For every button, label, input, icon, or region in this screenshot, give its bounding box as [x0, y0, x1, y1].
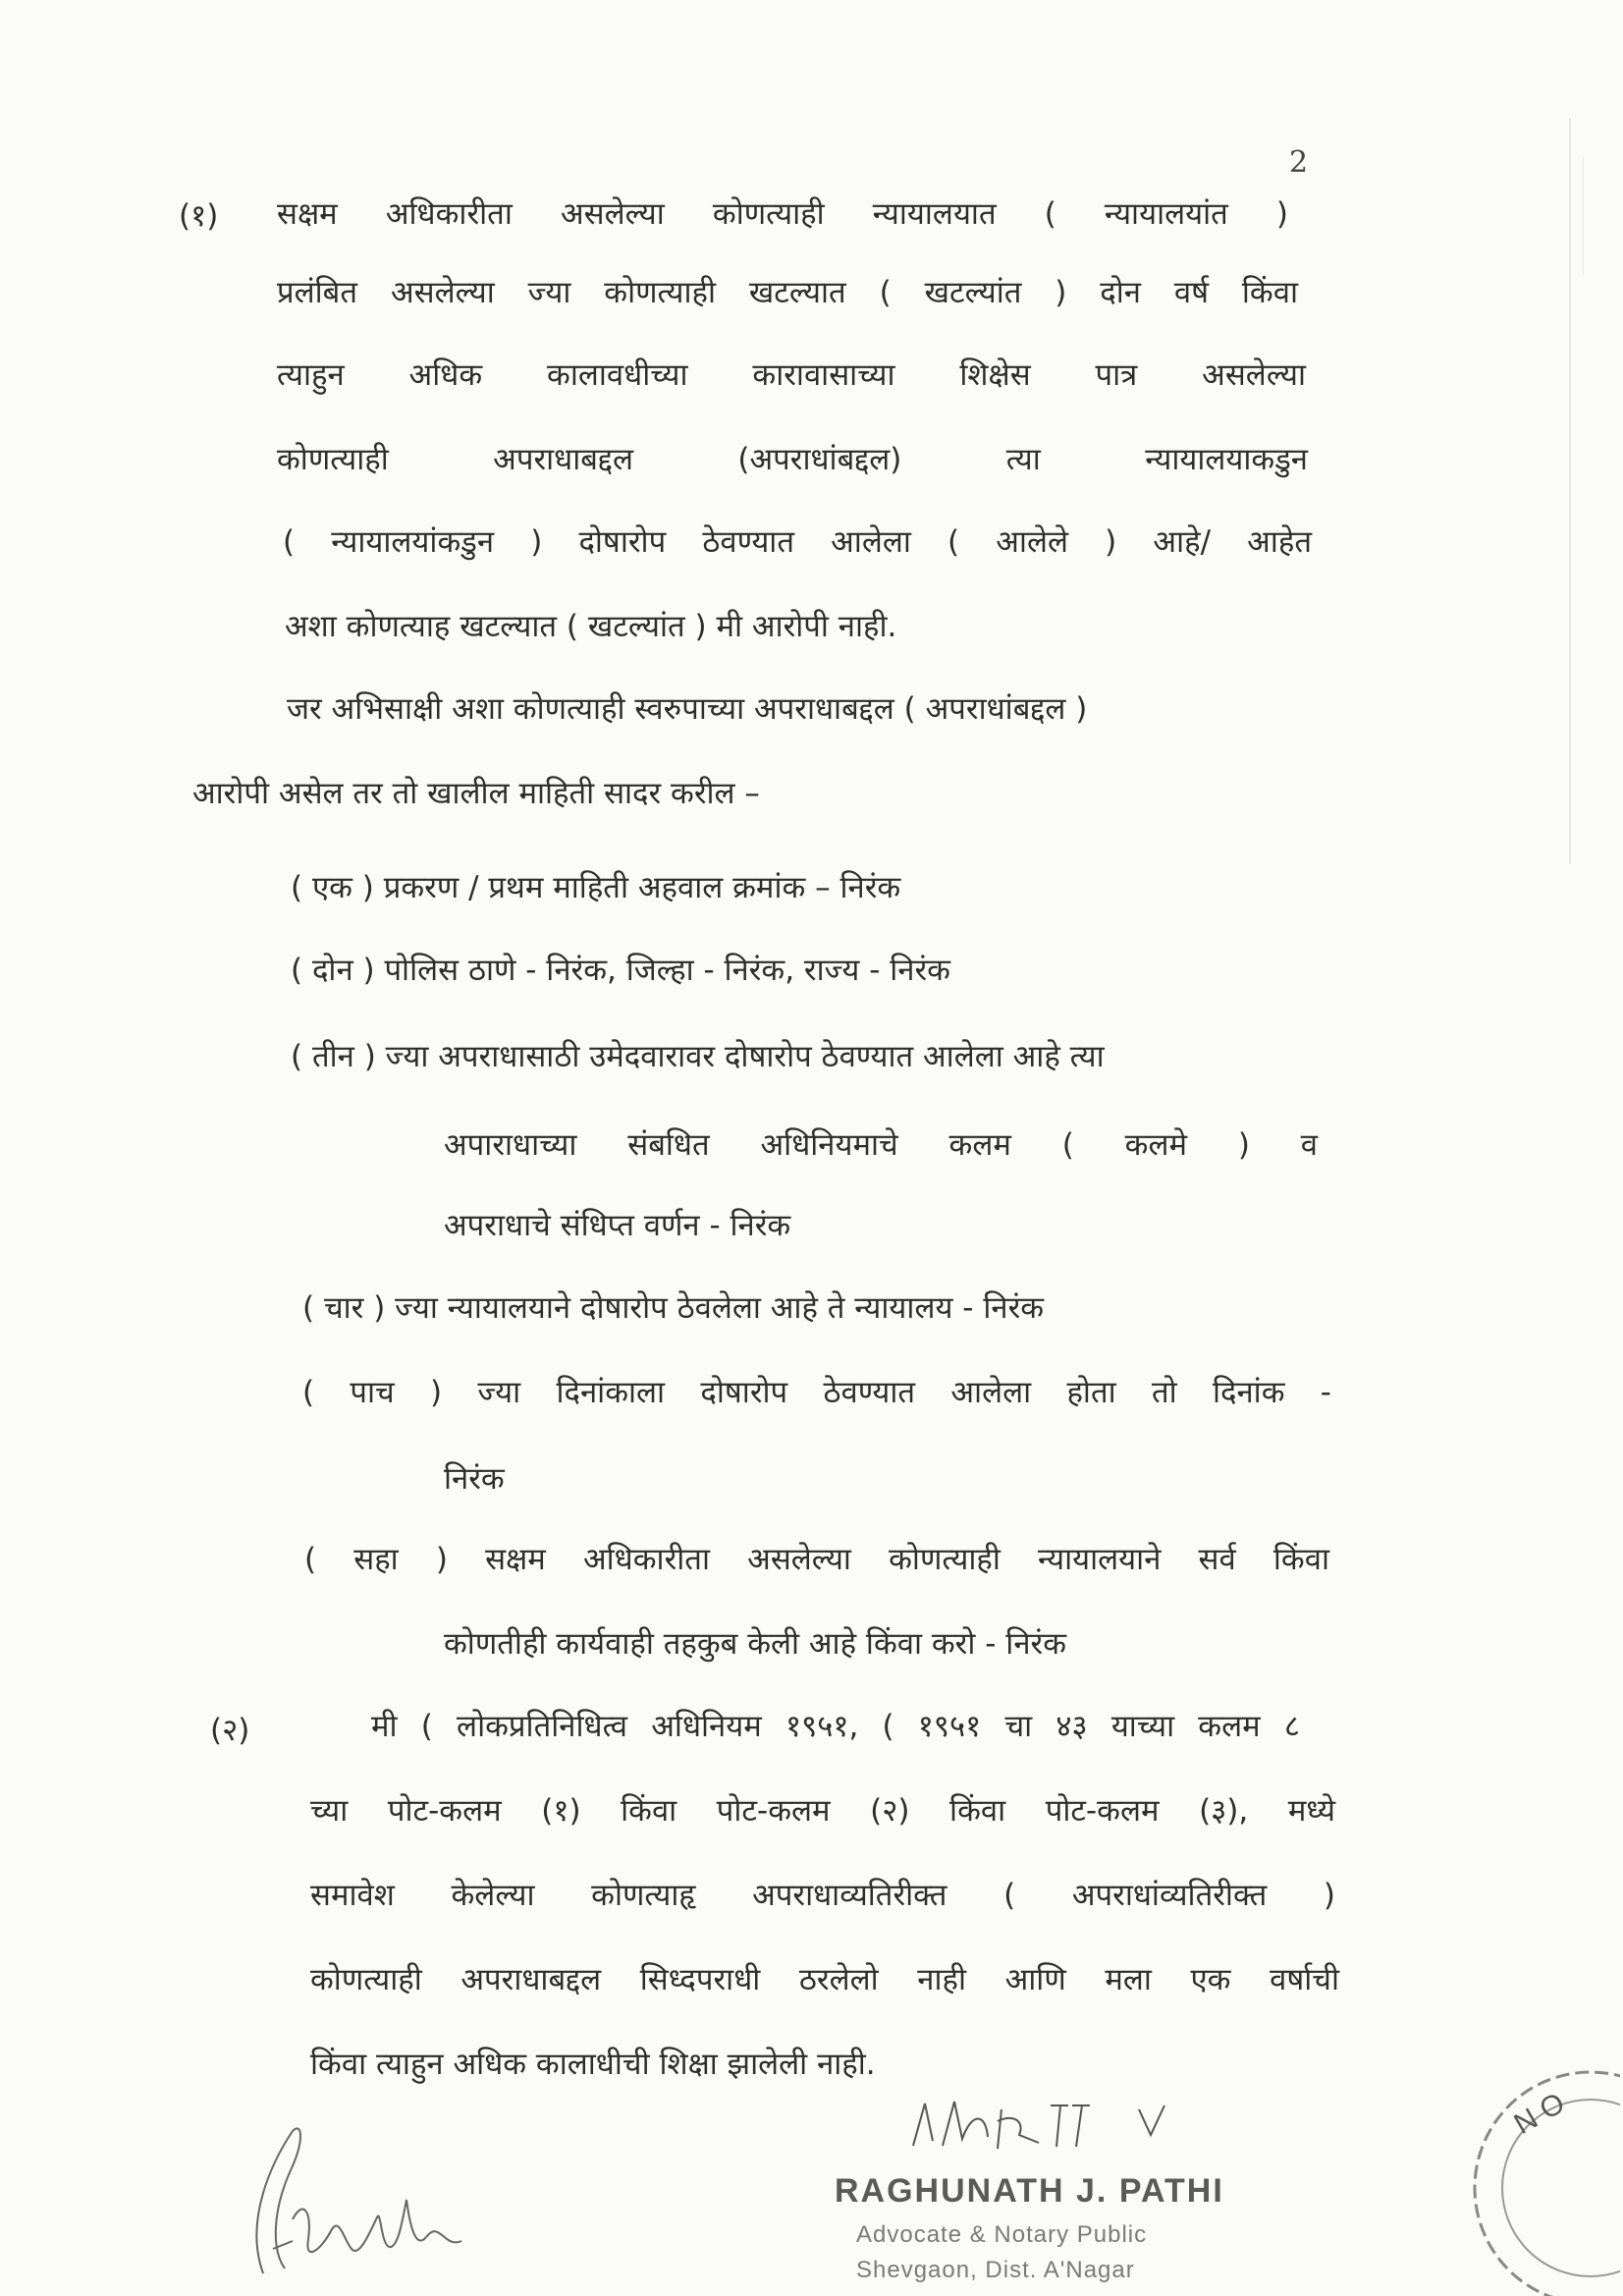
- notary-stamp-name: RAGHUNATH J. PATHI: [835, 2172, 1224, 2210]
- clause-2-marker: (२): [210, 1713, 250, 1748]
- item-char: ( चार ) ज्या न्यायालयाने दोषारोप ठेवलेला आहे ते न्यायालय - निरंक: [302, 1290, 1045, 1326]
- item-pach-cont: निरंक: [444, 1461, 505, 1497]
- item-teen-cont: अपराधाचे संधिप्त वर्णन - निरंक: [444, 1208, 791, 1243]
- clause-1-para2-line: आरोपी असेल तर तो खालील माहिती सादर करील –: [192, 776, 760, 811]
- clause-2-line: च्या पोट-कलम (१) किंवा पोट-कलम (२) किंवा पोट-कलम (३), मध्ये: [310, 1793, 1335, 1829]
- notary-stamp-address: Shevgaon, Dist. A'Nagar: [856, 2257, 1135, 2283]
- advocate-signature: [903, 2092, 1227, 2160]
- clause-1-line: अशा कोणत्याह खटल्यात ( खटल्यांत ) मी आरोपी नाही.: [285, 609, 897, 644]
- notary-seal: [1443, 2060, 1620, 2296]
- clause-1-line: प्रलंबित असलेल्या ज्या कोणत्याही खटल्यात ( खटल्यांत ) दोन वर्ष किंवा: [277, 275, 1298, 310]
- item-don: ( दोन ) पोलिस ठाणे - निरंक, जिल्हा - निरंक, राज्य - निरंक: [291, 953, 950, 988]
- clause-1-line: कोणत्याही अपराधाबद्दल (अपराधांबद्दल) त्या न्यायालयाकडुन: [277, 442, 1308, 477]
- deponent-signature: [234, 2102, 469, 2288]
- clause-1-line: सक्षम अधिकारीता असलेल्या कोणत्याही न्यायालयात ( न्यायालयांत ): [277, 196, 1288, 232]
- item-saha-cont: कोणतीही कार्यवाही तहकुब केली आहे किंवा करो - निरंक: [444, 1626, 1067, 1662]
- clause-2-line: किंवा त्याहुन अधिक कालाधीची शिक्षा झालेली नाही.: [310, 2047, 876, 2082]
- clause-2-line: समावेश केलेल्या कोणत्याहृ अपराधाव्यतिरीक्त ( अपराधांव्यतिरीक्त ): [310, 1878, 1335, 1913]
- clause-2-line: मी ( लोकप्रतिनिधित्व अधिनियम १९५१, ( १९५१ चा ४३ याच्या कलम ८: [371, 1709, 1300, 1744]
- scan-edge-mark: [1569, 118, 1571, 864]
- item-ek: ( एक ) प्रकरण / प्रथम माहिती अहवाल क्रमांक – निरंक: [291, 870, 901, 905]
- page-number: 2: [1289, 145, 1309, 180]
- svg-text:N O: N O: [1508, 2086, 1571, 2142]
- item-saha: ( सहा ) सक्षम अधिकारीता असलेल्या कोणत्याही न्यायालयाने सर्व किंवा: [304, 1542, 1329, 1577]
- scan-edge-mark: [1583, 157, 1584, 275]
- item-teen: ( तीन ) ज्या अपराधासाठी उमेदवारावर दोषारोप ठेवण्यात आलेला आहे त्या: [291, 1039, 1105, 1074]
- clause-1-para2-line: जर अभिसाक्षी अशा कोणत्याही स्वरुपाच्या अपराधाबद्दल ( अपराधांबद्दल ): [287, 691, 1088, 727]
- clause-2-line: कोणत्याही अपराधाबद्दल सिध्दपराधी ठरलेलो नाही आणि मला एक वर्षाची: [310, 1962, 1339, 1997]
- notary-stamp-title: Advocate & Notary Public: [856, 2221, 1148, 2248]
- item-pach: ( पाच ) ज्या दिनांकाला दोषारोप ठेवण्यात आलेला होता तो दिनांक -: [302, 1375, 1331, 1410]
- clause-1-line: त्याहुन अधिक कालावधीच्या कारावासाच्या शिक्षेस पात्र असलेल्या: [277, 357, 1306, 393]
- clause-1-line: ( न्यायालयांकडुन ) दोषारोप ठेवण्यात आलेला ( आलेले ) आहे/ आहेत: [283, 524, 1312, 560]
- clause-1-marker: (१): [179, 198, 219, 234]
- item-teen-cont: अपाराधाच्या संबधित अधिनियमाचे कलम ( कलमे ) व: [444, 1127, 1318, 1163]
